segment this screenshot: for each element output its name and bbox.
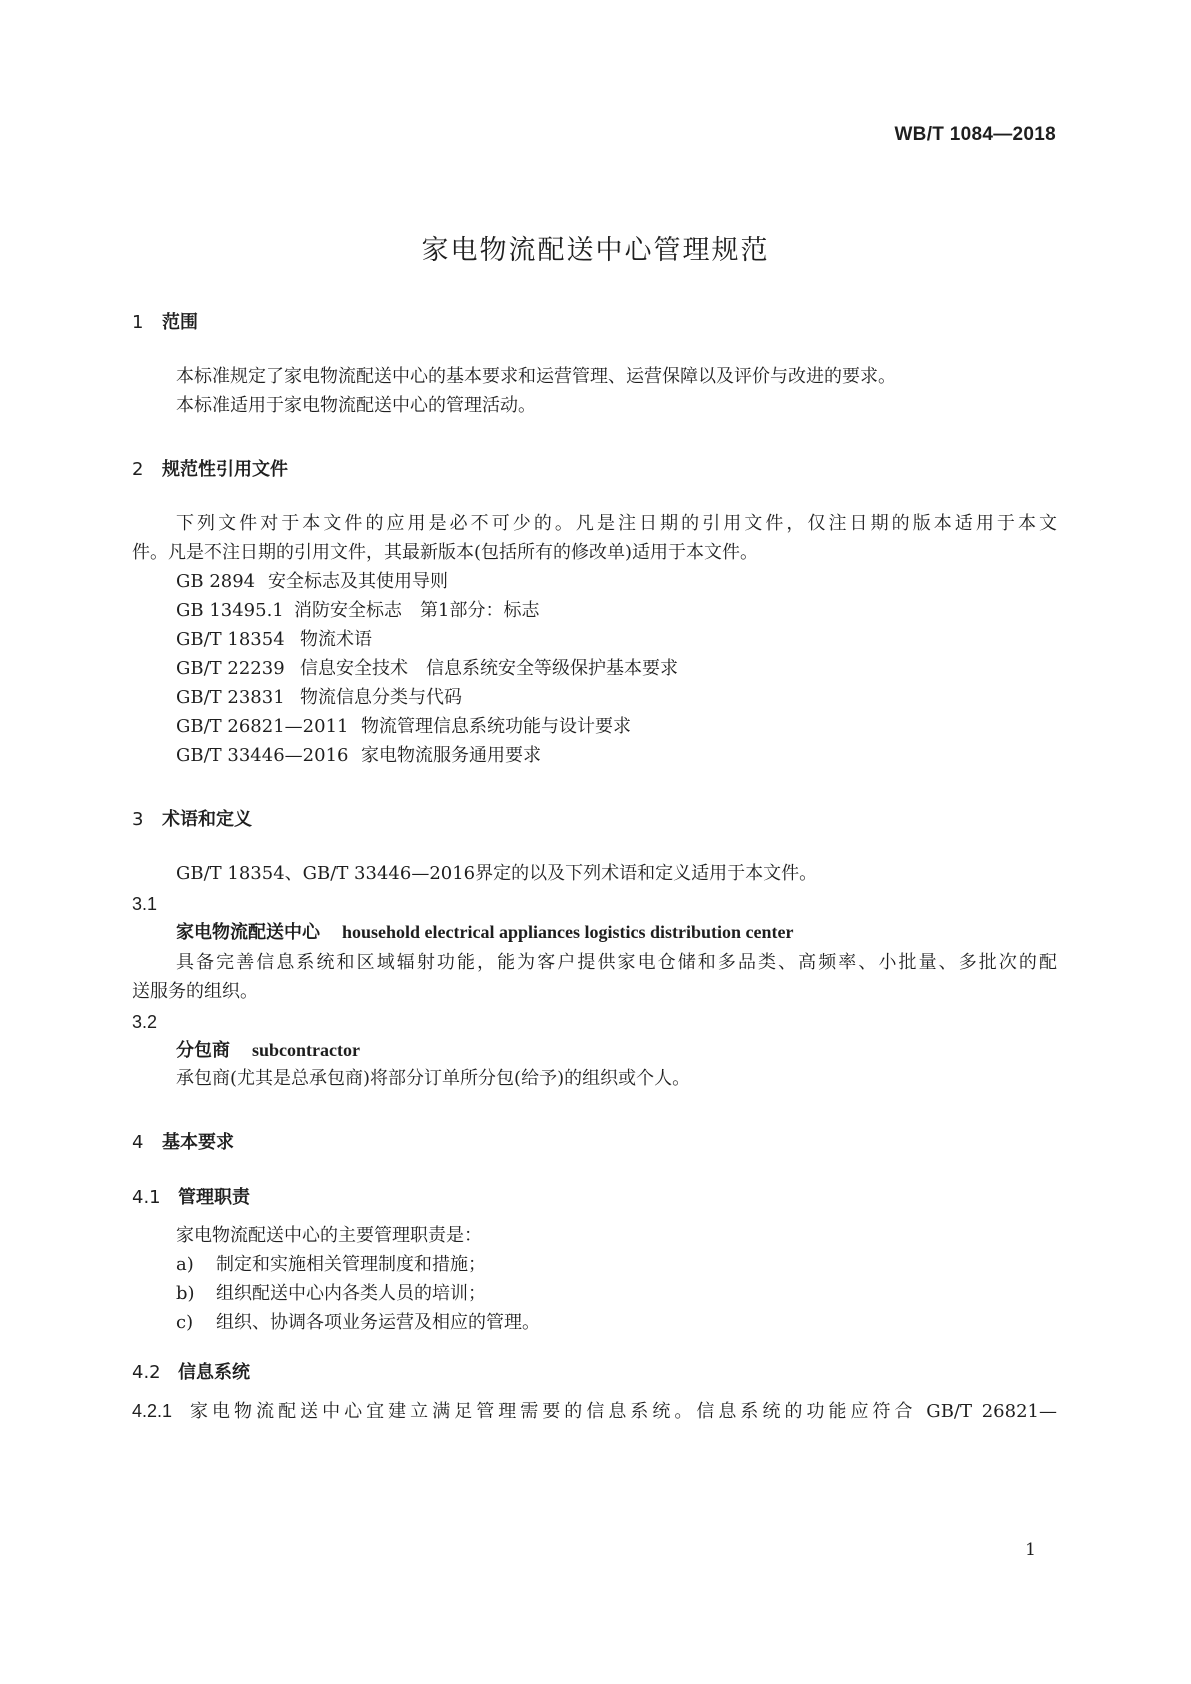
term-english: household electrical appliances logistics distribution center [342, 922, 794, 942]
subsection-4-2-heading [132, 1358, 250, 1384]
reference-item [176, 631, 372, 649]
paragraph: 下列文件对于本文件的应用是必不可少的。凡是注日期的引用文件，仅注日期的版本适用于本文 [176, 513, 1057, 534]
paragraph: GB/T 18354、GB/T 33446—2016界定的以及下列术语和定义适用于本文件。 [176, 863, 818, 884]
list-item [176, 1256, 486, 1274]
term-entry [176, 923, 794, 942]
list-text: 组织配送中心内各类人员的培训； [216, 1283, 486, 1304]
section-3-heading [132, 805, 252, 831]
reference-item [176, 718, 631, 736]
section-title: 术语和定义 [162, 809, 252, 830]
reference-code: GB/T 26821—2011 [176, 716, 349, 737]
subsection-4-1-heading [132, 1183, 250, 1209]
term-chinese: 家电物流配送中心 [176, 922, 320, 943]
reference-code: GB/T 22239 [176, 658, 285, 679]
term-definition: 承包商(尤其是总承包商)将部分订单所分包(给予)的组织或个人。 [176, 1068, 691, 1089]
section-number: 1 [132, 312, 144, 333]
list-item [176, 1285, 486, 1303]
reference-title: 安全标志及其使用导则 [268, 571, 448, 592]
clause-text: 家电物流配送中心宜建立满足管理需要的信息系统。信息系统的功能应符合 GB/T 26821— [186, 1401, 1057, 1422]
list-text: 组织、协调各项业务运营及相应的管理。 [216, 1312, 540, 1333]
reference-code: GB 13495.1 [176, 600, 284, 621]
term-entry [176, 1041, 360, 1060]
clause-4-2-1 [132, 1402, 1057, 1421]
reference-title: 物流信息分类与代码 [300, 687, 462, 708]
page-number: 1 [1025, 1540, 1036, 1560]
section-title: 范围 [162, 312, 198, 333]
document-title: 家电物流配送中心管理规范 [421, 235, 770, 266]
reference-item [176, 689, 462, 707]
section-number: 3 [132, 809, 144, 830]
list-text: 制定和实施相关管理制度和措施； [216, 1254, 486, 1275]
section-1-heading [132, 308, 198, 334]
section-title: 信息系统 [178, 1362, 250, 1383]
paragraph: 本标准适用于家电物流配送中心的管理活动。 [176, 395, 536, 416]
section-title: 基本要求 [162, 1132, 234, 1153]
reference-title: 家电物流服务通用要求 [361, 745, 541, 766]
term-number: 3.2 [132, 1012, 158, 1032]
list-marker: c) [176, 1312, 194, 1333]
list-marker: b) [176, 1283, 195, 1304]
term-definition: 送服务的组织。 [132, 981, 258, 1002]
reference-item [176, 602, 539, 620]
list-marker: a) [176, 1254, 194, 1275]
section-number: 4 [132, 1132, 144, 1153]
reference-code: GB 2894 [176, 571, 256, 592]
reference-item [176, 573, 448, 591]
section-title: 规范性引用文件 [162, 459, 288, 480]
reference-code: GB/T 23831 [176, 687, 285, 708]
paragraph: 家电物流配送中心的主要管理职责是： [176, 1225, 482, 1246]
clause-number: 4.2.1 [132, 1401, 173, 1421]
list-item [176, 1314, 540, 1332]
paragraph: 件。凡是不注日期的引用文件，其最新版本(包括所有的修改单)适用于本文件。 [132, 542, 759, 563]
reference-item [176, 660, 678, 678]
reference-title: 物流术语 [300, 629, 372, 650]
section-4-heading [132, 1128, 234, 1154]
reference-code: GB/T 18354 [176, 629, 285, 650]
term-definition: 具备完善信息系统和区域辐射功能，能为客户提供家电仓储和多品类、高频率、小批量、多批次的配 [176, 952, 1057, 973]
section-number: 4.2 [132, 1362, 161, 1383]
term-english: subcontractor [252, 1040, 360, 1060]
reference-title: 消防安全标志 第1部分：标志 [294, 600, 540, 621]
term-number: 3.1 [132, 894, 158, 914]
reference-code: GB/T 33446—2016 [176, 745, 349, 766]
section-number: 4.1 [132, 1187, 161, 1208]
reference-title: 信息安全技术 信息系统安全等级保护基本要求 [300, 658, 678, 679]
paragraph: 本标准规定了家电物流配送中心的基本要求和运营管理、运营保障以及评价与改进的要求。 [176, 366, 896, 387]
term-chinese: 分包商 [176, 1040, 230, 1061]
reference-title: 物流管理信息系统功能与设计要求 [361, 716, 631, 737]
reference-item [176, 747, 541, 765]
section-number: 2 [132, 459, 144, 480]
section-title: 管理职责 [178, 1187, 250, 1208]
standard-code: WB/T 1084—2018 [894, 124, 1056, 145]
section-2-heading [132, 455, 288, 481]
